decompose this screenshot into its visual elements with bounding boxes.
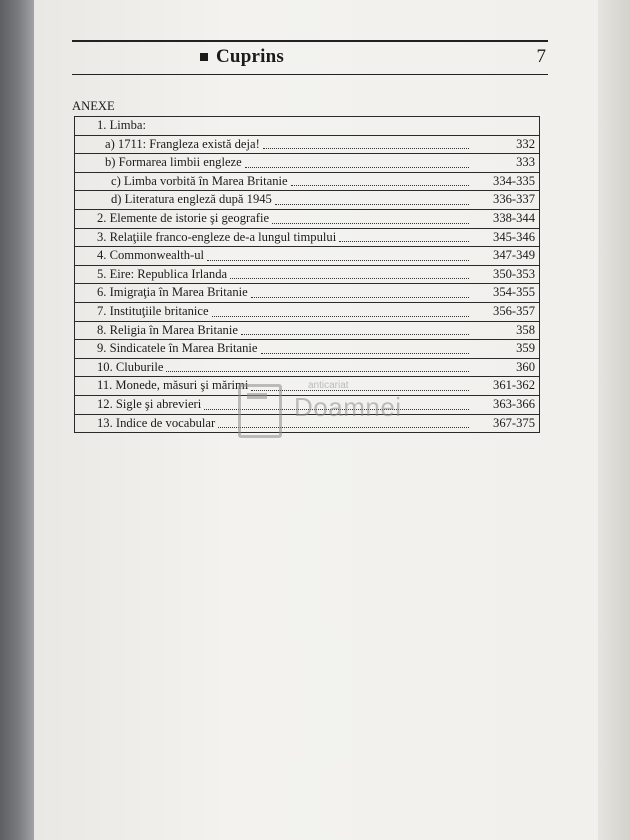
toc-entry-label: 6. Imigraţia în Marea Britanie — [97, 285, 248, 300]
toc-entry — [75, 303, 539, 321]
toc-entry-pages: 354-355 — [493, 285, 535, 300]
toc-entry-pages: 363-366 — [493, 396, 535, 411]
toc-entry-pages: 358 — [516, 322, 535, 337]
page-right-edge — [598, 0, 630, 840]
toc-entry-label: 9. Sindicatele în Marea Britanie — [97, 341, 258, 356]
toc-entry-pages: 359 — [516, 341, 535, 356]
toc-entry-label: 13. Indice de vocabular — [97, 415, 216, 430]
toc-entry-label: 8. Religia în Marea Britanie — [97, 322, 238, 337]
dot-leader — [275, 204, 469, 205]
toc-entry-label: d) Literatura engleză după 1945 — [111, 192, 272, 207]
header-bottom-rule — [72, 74, 548, 75]
section-title: ANEXE — [72, 99, 115, 113]
toc-entry — [75, 173, 539, 191]
toc-entry-label: c) Limba vorbită în Marea Britanie — [111, 173, 288, 188]
toc-entry-pages: 332 — [516, 136, 535, 151]
toc-entry — [75, 154, 539, 172]
toc-entry-label: 11. Monede, măsuri şi mărimi — [97, 378, 249, 393]
toc-entry-label: 3. Relaţiile franco-engleze de-a lungul timpului — [97, 229, 337, 244]
toc-entry-label: a) 1711: Frangleza există deja! — [105, 136, 260, 151]
dot-leader — [251, 297, 469, 298]
dot-leader — [291, 185, 469, 186]
book-icon — [238, 384, 282, 438]
toc-entry-label: b) Formarea limbii engleze — [105, 155, 242, 170]
toc-entry — [75, 191, 539, 209]
dot-leader — [207, 260, 469, 261]
dot-leader — [263, 148, 469, 149]
toc-entry — [75, 266, 539, 284]
toc-entry — [75, 340, 539, 358]
watermark — [238, 376, 402, 458]
toc-entry-pages: 350-353 — [493, 266, 535, 281]
page-header — [72, 38, 548, 78]
dot-leader — [261, 353, 469, 354]
toc-entry-pages: 338-344 — [493, 210, 535, 225]
dot-leader — [241, 334, 469, 335]
toc-entry-pages: 333 — [516, 155, 535, 170]
toc-entry-pages: 336-337 — [493, 192, 535, 207]
toc-entry-pages: 334-335 — [493, 173, 535, 188]
header-top-rule — [72, 40, 548, 42]
toc-entry-label: 7. Instituţiile britanice — [97, 303, 209, 318]
toc-entry — [75, 210, 539, 228]
toc-entry-pages: 361-362 — [493, 378, 535, 393]
toc-entry — [75, 247, 539, 265]
toc-entry — [75, 322, 539, 340]
toc-entry-label: 2. Elemente de istorie şi geografie — [97, 210, 270, 225]
toc-entry-label: 5. Eire: Republica Irlanda — [97, 266, 228, 281]
toc-entry — [75, 117, 539, 135]
toc-entry-pages: 360 — [516, 359, 535, 374]
toc-entry-pages: 356-357 — [493, 303, 535, 318]
toc-entry — [75, 284, 539, 302]
toc-entry-pages: 345-346 — [493, 229, 535, 244]
toc-entry-label: 1. Limba: — [97, 118, 146, 132]
dot-leader — [245, 167, 469, 168]
toc-entry-label: 10. Cluburile — [97, 359, 164, 374]
book-spine-shadow — [0, 0, 34, 840]
watermark-small-text: anticariat — [308, 380, 349, 391]
toc-entry-pages: 347-349 — [493, 248, 535, 263]
dot-leader — [339, 241, 469, 242]
toc-entry-label: 12. Sigle şi abrevieri — [97, 396, 202, 411]
toc-entry-label: 4. Commonwealth-ul — [97, 248, 205, 263]
square-bullet-icon — [200, 53, 208, 61]
toc-entry — [75, 359, 539, 377]
page-title: Cuprins — [216, 46, 284, 67]
dot-leader — [230, 278, 469, 279]
page-number: 7 — [536, 46, 546, 67]
toc-entry-pages: 367-375 — [493, 415, 535, 430]
dot-leader — [212, 316, 469, 317]
dot-leader — [166, 371, 469, 372]
toc-entry — [75, 229, 539, 247]
watermark-big-text: Doamnei — [294, 392, 402, 422]
dot-leader — [272, 223, 469, 224]
toc-entry — [75, 136, 539, 154]
